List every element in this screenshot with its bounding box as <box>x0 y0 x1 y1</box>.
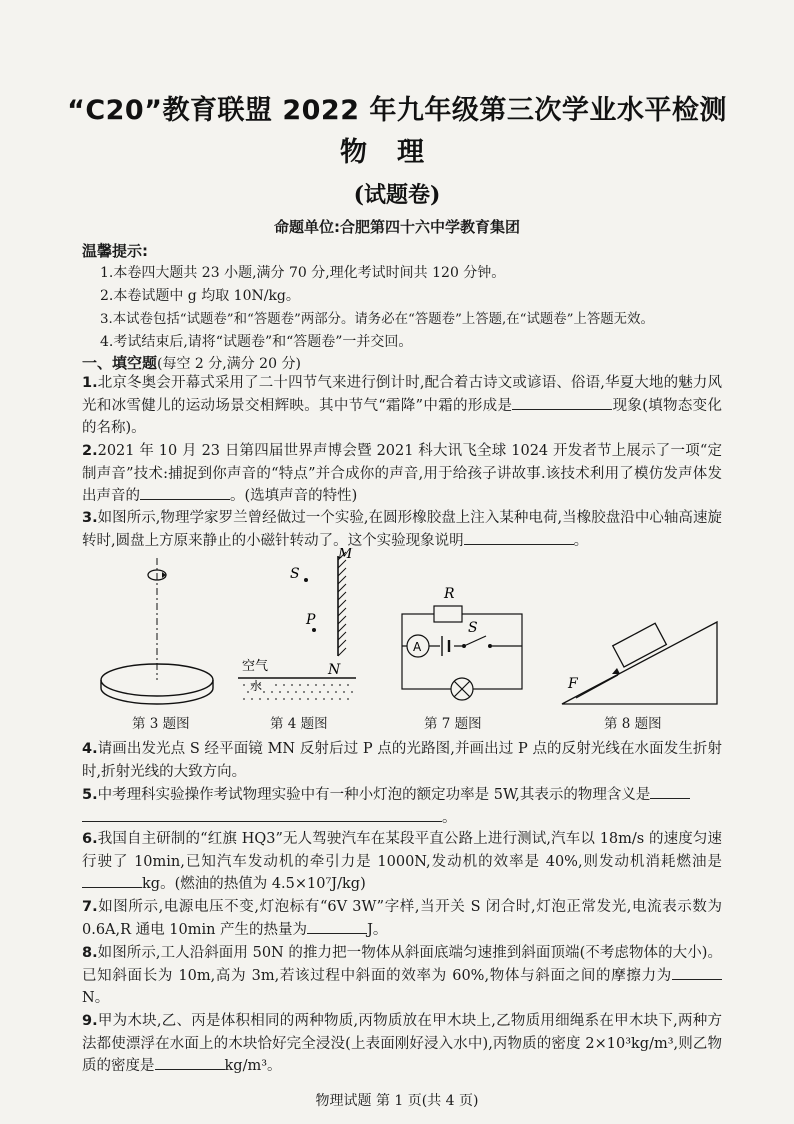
section-title: 一、填空题 <box>82 354 158 372</box>
tip-item: 1.本卷四大题共 23 小题,满分 70 分,理化考试时间共 120 分钟。 <box>100 265 506 281</box>
fig8-caption: 第 8 题图 <box>604 716 662 732</box>
question-8 <box>82 942 722 1010</box>
question-text: 甲为木块,乙、丙是体积相同的两种物质,丙物质放在甲木块上,乙物质用细绳系在甲木块下,两种方法都使漂浮在水面上的木块恰好完全浸没(上表面刚好浸入水中),丙物质的密度 2×10³kg/m³,则乙物质的密度是 <box>82 1013 722 1074</box>
fig4-label-P: P <box>306 612 316 628</box>
question-text-tail: 。(选填声音的特性) <box>230 488 358 504</box>
fig4-mirror-water <box>232 548 367 708</box>
question-number: 7. <box>82 899 98 915</box>
fig4-label-S: S <box>290 566 300 582</box>
answer-blank[interactable] <box>672 965 722 980</box>
figures-row <box>82 548 732 733</box>
question-number: 3. <box>82 510 98 526</box>
question-9 <box>82 1010 722 1078</box>
question-text: 如图所示,工人沿斜面用 50N 的推力把一物体从斜面底端匀速推到斜面顶端(不考虑物体的大小)。已知斜面长为 10m,高为 3m,若该过程中斜面的效率为 60%,物体与斜面之间的摩擦力为 <box>82 945 722 984</box>
org-line: 命题单位:合肥第四十六中学教育集团 <box>273 218 520 236</box>
question-text-tail: 现象(填物态变化的名称)。 <box>82 397 722 436</box>
question-number: 6. <box>82 831 98 847</box>
answer-blank[interactable] <box>307 919 367 934</box>
paper-type: (试题卷) <box>353 182 441 208</box>
question-6 <box>82 828 722 896</box>
fig7-label-S: S <box>468 620 478 636</box>
question-number: 4. <box>82 741 98 757</box>
question-7 <box>82 896 722 941</box>
tip-item: 2.本卷试题中 g 均取 10N/kg。 <box>100 288 300 304</box>
fig4-caption: 第 4 题图 <box>270 716 328 732</box>
fig7-label-R: R <box>444 586 455 602</box>
question-number: 5. <box>82 787 98 803</box>
answer-blank[interactable] <box>512 395 612 410</box>
tips-list <box>100 262 740 354</box>
section-heading <box>82 352 301 373</box>
fig7-caption: 第 7 题图 <box>424 716 482 732</box>
fig4-label-M: M <box>338 548 353 562</box>
question-text: 中考理科实验操作考试物理实验中有一种小灯泡的额定功率是 5W,其表示的物理含义是 <box>97 787 651 803</box>
fig4-label-air: 空气 <box>242 659 269 674</box>
question-text-tail: J。 <box>367 921 388 938</box>
page-footer: 物理试题 第 1 页(共 4 页) <box>315 1093 479 1109</box>
fig7-label-A: A <box>413 640 422 654</box>
tips-heading: 温馨提示: <box>82 242 148 260</box>
fig8-label-F: F <box>568 676 578 692</box>
question-number: 2. <box>82 443 98 459</box>
fig4-label-N: N <box>328 662 341 678</box>
fig8-incline <box>552 612 727 712</box>
question-text: 请画出发光点 S 经平面镜 MN 反射后过 P 点的光路图,并画出过 P 点的反射光线在水面发生折射时,折射光线的大致方向。 <box>82 741 722 780</box>
question-text-tail: kg/m³。 <box>224 1058 282 1074</box>
question-text-tail: 。 <box>573 532 589 549</box>
question-text: 如图所示,物理学家罗兰曾经做过一个实验,在圆形橡胶盘上注入某种电荷,当橡胶盘沿中心轴高速旋转时,圆盘上方原来静止的小磁针转动了。这个实验现象说明 <box>82 510 722 549</box>
question-text-tail: 。 <box>442 809 457 826</box>
answer-blank[interactable] <box>155 1055 225 1070</box>
question-5 <box>82 784 722 829</box>
question-text: 如图所示,电源电压不变,灯泡标有“6V 3W”字样,当开关 S 闭合时,灯泡正常发光,电流表示数为 0.6A,R 通电 10min 产生的热量为 <box>82 899 722 938</box>
fig4-label-water: 水 <box>250 679 263 693</box>
fig3-rotating-disc <box>82 548 232 708</box>
tip-item: 4.考试结束后,请将“试题卷”和“答题卷”一并交回。 <box>100 334 413 350</box>
question-text: 北京冬奥会开幕式采用了二十四节气来进行倒计时,配合着古诗文或谚语、俗语,华夏大地的魅力风光和冰雪健儿的运动场景交相辉映。其中节气“霜降”中霜的形成是 <box>82 375 722 414</box>
question-1 <box>82 372 722 440</box>
answer-blank[interactable] <box>650 784 690 799</box>
question-number: 8. <box>82 945 98 961</box>
question-text-tail: N。 <box>82 990 110 1006</box>
answer-blank[interactable] <box>82 873 142 888</box>
answer-blank[interactable] <box>82 807 442 822</box>
question-number: 9. <box>82 1013 98 1029</box>
question-text-tail: kg。(燃油的热值为 4.5×10⁷J/kg) <box>142 876 366 892</box>
question-2 <box>82 440 722 508</box>
tip-item: 3.本试卷包括“试题卷”和“答题卷”两部分。请务必在“答题卷”上答题,在“试题卷”上答题无效。 <box>100 312 654 327</box>
answer-blank[interactable] <box>464 530 574 545</box>
section-note: (每空 2 分,满分 20 分) <box>157 356 301 372</box>
question-number: 1. <box>82 375 98 391</box>
subject-title <box>0 130 794 169</box>
exam-title: “C20”教育联盟 2022 年九年级第三次学业水平检测 <box>67 95 727 126</box>
answer-blank[interactable] <box>140 485 230 500</box>
fig3-caption: 第 3 题图 <box>132 716 190 732</box>
question-text: 2021 年 10 月 23 日第四届世界声博会暨 2021 科大讯飞全球 1024 开发者节上展示了一项“定制声音”技术:捕捉到你声音的“特点”并合成你的声音,用于给孩子讲故事.该技术利用了模仿发声体发出声音的 <box>82 443 722 504</box>
subject-text: 物理 <box>340 137 454 168</box>
question-3 <box>82 507 722 552</box>
question-4 <box>82 738 722 783</box>
question-text: 我国自主研制的“红旗 HQ3”无人驾驶汽车在某段平直公路上进行测试,汽车以 18m/s 的速度匀速行驶了 10min,已知汽车发动机的牵引力是 1000N,发动机的效率是 40%,则发动机消耗燃油是 <box>82 831 722 870</box>
fig7-circuit <box>394 584 534 709</box>
